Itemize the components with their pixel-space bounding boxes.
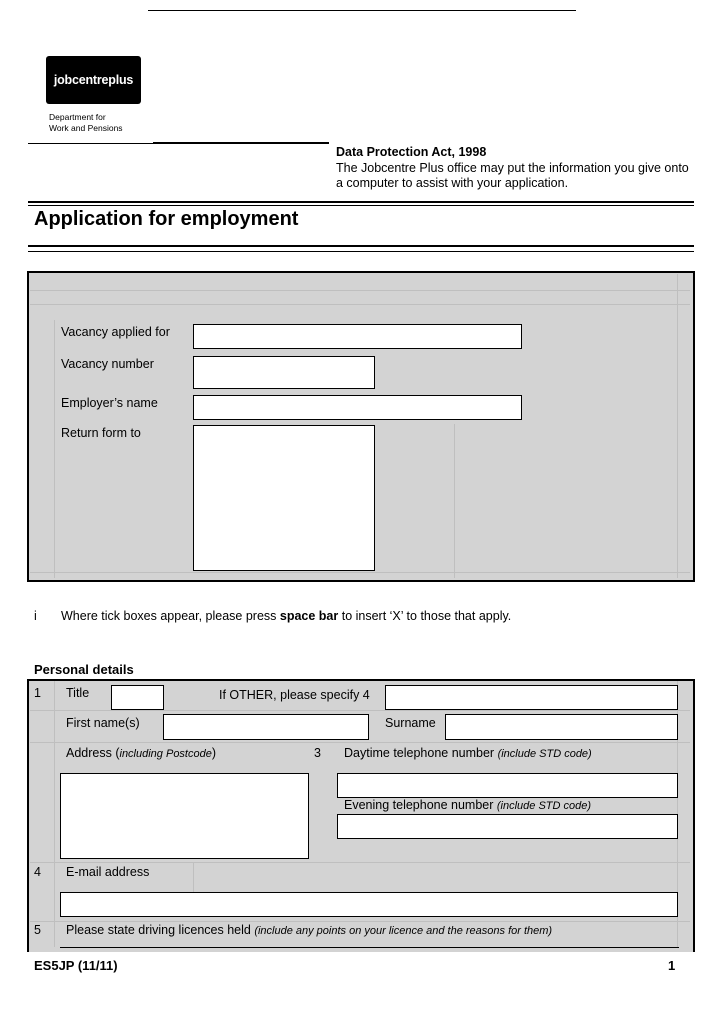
- data-protection-text: The Jobcentre Plus office may put the information you give onto a computer to assist with your application.: [336, 161, 689, 190]
- vacancy-number-input[interactable]: [193, 356, 375, 389]
- daytime-phone-label-text: Daytime telephone number: [344, 746, 498, 760]
- address-label-close: ): [211, 746, 217, 760]
- title-rule-top-1: [28, 201, 694, 203]
- employers-name-label: Employer’s name: [61, 396, 158, 410]
- info-note-text-before: Where tick boxes appear, please press: [61, 609, 280, 623]
- vacancy-panel-guide: [30, 290, 690, 291]
- header-rule-mid: [153, 142, 329, 144]
- driving-licence-label-text: Please state driving licences held: [66, 923, 255, 937]
- surname-input[interactable]: [445, 714, 678, 740]
- address-input[interactable]: [60, 773, 309, 859]
- q5-number: 5: [34, 923, 41, 937]
- email-input[interactable]: [60, 892, 678, 917]
- address-label-note: including Postcode: [119, 748, 212, 760]
- vacancy-panel-guide: [30, 304, 690, 305]
- q4-number: 4: [34, 865, 41, 879]
- title-input[interactable]: [111, 685, 164, 710]
- daytime-phone-label: [344, 746, 592, 760]
- evening-phone-label-note: (include STD code): [496, 800, 592, 812]
- address-label-text: Address (: [66, 746, 120, 760]
- driving-licence-label: [66, 923, 552, 937]
- driving-licence-label-note: (include any points on your licence and the reasons for them): [254, 925, 553, 937]
- vacancy-applied-for-input[interactable]: [193, 324, 522, 349]
- top-rule: [148, 10, 576, 11]
- address-label: [66, 746, 216, 760]
- header-rule-left: [28, 143, 153, 144]
- q1-number: 1: [34, 686, 41, 700]
- personal-panel-guide: [54, 681, 55, 947]
- first-names-input[interactable]: [163, 714, 369, 740]
- vacancy-panel-guide: [677, 274, 678, 578]
- vacancy-panel-guide: [454, 424, 455, 578]
- title-rule-bottom-2: [28, 251, 694, 252]
- title-rule-bottom-1: [28, 245, 694, 247]
- personal-panel-guide: [30, 742, 690, 743]
- driving-licence-field-top: [60, 947, 679, 948]
- form-code: ES5JP (11/11): [34, 958, 118, 973]
- employers-name-input[interactable]: [193, 395, 522, 420]
- jobcentreplus-logo: [46, 56, 141, 104]
- return-form-to-label: Return form to: [61, 426, 141, 440]
- daytime-phone-label-note: (include STD code): [497, 748, 592, 760]
- email-label: E-mail address: [66, 865, 150, 879]
- evening-phone-label: [344, 798, 591, 812]
- other-specify-input[interactable]: [385, 685, 678, 710]
- personal-panel-guide: [30, 862, 690, 863]
- department-line1: Department for: [49, 112, 106, 122]
- info-note: [61, 609, 511, 623]
- info-note-bold: space bar: [279, 609, 339, 623]
- personal-panel-guide: [30, 921, 690, 922]
- other-specify-label: If OTHER, please specify 4: [219, 688, 370, 702]
- vacancy-number-label: Vacancy number: [61, 357, 154, 371]
- first-names-label: First name(s): [66, 716, 140, 730]
- personal-details-title: Personal details: [34, 662, 134, 677]
- logo-brand: jobcentreplus: [53, 73, 134, 87]
- vacancy-applied-for-label: Vacancy applied for: [61, 325, 170, 339]
- return-form-to-input[interactable]: [193, 425, 375, 571]
- title-rule-top-2: [28, 205, 694, 206]
- vacancy-panel-guide: [30, 572, 690, 573]
- q3-number: 3: [314, 746, 321, 760]
- page-number: 1: [668, 958, 676, 973]
- daytime-phone-input[interactable]: [337, 773, 678, 798]
- evening-phone-input[interactable]: [337, 814, 678, 839]
- department-line2: Work and Pensions: [49, 123, 123, 133]
- page-title: Application for employment: [34, 208, 299, 230]
- info-note-text-after: to insert ‘X’ to those that apply.: [338, 609, 512, 623]
- personal-panel-guide: [193, 862, 194, 892]
- info-marker: i: [34, 609, 37, 623]
- title-label: Title: [66, 686, 90, 700]
- vacancy-panel-guide: [54, 320, 55, 578]
- surname-label: Surname: [385, 716, 436, 730]
- data-protection-title: Data Protection Act, 1998: [336, 145, 487, 159]
- personal-panel-guide: [30, 710, 690, 711]
- evening-phone-label-text: Evening telephone number: [344, 798, 497, 812]
- department-name: [49, 112, 123, 134]
